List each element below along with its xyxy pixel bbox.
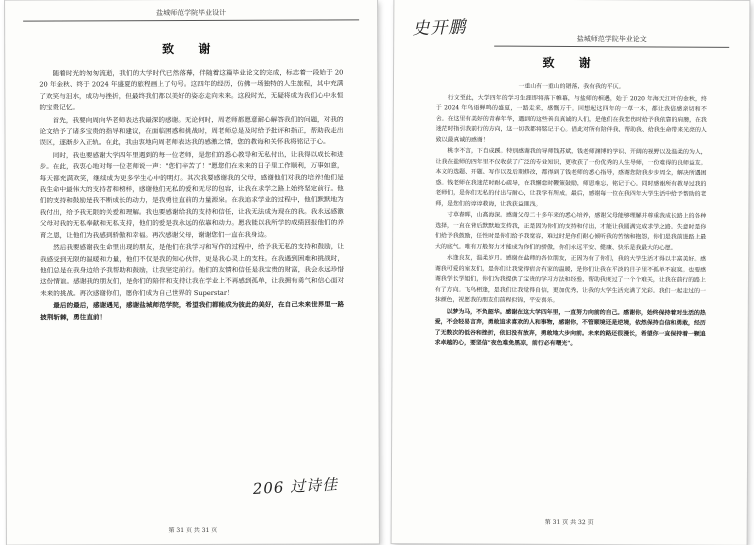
handwritten-signature: 206 过诗佳 — [252, 475, 339, 499]
body-text — [39, 67, 344, 324]
paragraph-3: 寸草春晖，山高海深。感谢父母二十多年来的悉心培养，感谢父母能够理解并尊重我成长路上的各种选择，一直在背后默默地支持我，正是因为你们的支持和付出，才能让我圆满完成求学之路。失意时是你们给予我鼓励，任性时是你们给予我宽容，难过时是你们耐心倾听我的苦恼和抱怨，你们是我前进路上最大的底气。唯有万般努力才能成为你们的骄傲，你们永远平安、健康、快乐是我最大的心愿。 — [435, 212, 707, 252]
running-header: 盐城师范学院毕业论文 — [494, 34, 729, 48]
page-title: 致 谢 — [162, 41, 221, 57]
left-document-page — [5, 0, 379, 545]
paragraph-4: 然后我要感谢我生命里出现的朋友，是他们在我学习和写作的过程中，给予我无私的支持和鼓励，让我感受到无限的温暖和力量，他们不仅是我的知心伙伴，更是我心灵上的支柱。在我遇到困难和挑战时，他们总是在我身边给予我帮助和鼓励，让我坚定前行。他们的友情和信任是我宝贵的财富，我会永远珍惜这份情谊。感谢我的朋友们，是你们的陪伴和支持让我在学业上不再感到孤单，让我拥有勇气和信心面对未来的挑战。再次感谢你们，愿你们成为自己世界的 Superstar！ — [39, 242, 345, 298]
paragraph-4: 水逢良友，温柔岁月。感谢在盐师的各位朋友，正因为有了你们，我的大学生活才得以丰富美好。感谢我可爱的室友们，是你们让我觉得宿舍有家的温暖，是你们让我在平淡的日子里不孤单不寂寞。也要感谢我学长学姐们，你们为我提供了宝贵的学习方法和经验，帮助我度过了一个个难关，让我在前行的路上有了方向。飞鸟相逢，是我们让我觉得自信，更加优秀，让我的大学生活充满了光彩。我们一起走过的一抹颜色，祝愿我的朋友们前程似锦，平安喜乐。 — [434, 255, 707, 304]
running-header: 盐城师范学院毕业设计 — [23, 7, 359, 21]
paragraph-5: 最后的最后，感谢遇见，感谢盐城师范学院，希望我们都能成为彼此的美好，在自己未来世界里一路披荆斩棘，勇往直前！ — [40, 300, 345, 322]
paragraph-2: 桃李不言，下自成蹊。特别感谢我的导师钱苏斌，钱老师渊博的学识、开阔的视野以及温柔的为人，让我在盐师的四年里不仅收获了广泛的专业知识，更收获了一份优秀的人生导师，一份难得的良师益友。本文的选题、开题、写作以及后期修改，都得到了钱老师的悉心指导，感谢您陪我步步周全，解决所遇困惑。钱老师在我迷茫时耐心疏导，在我懈怠时鞭策鼓励，师恩难忘，铭记于心。同时感谢所有教导过我的老师们，是你们无私的付出与耐心，让我学有所成。最后，感谢每一位在我四年大学生活中给予帮助的老师，是您们的谆谆教诲，让我获益匪浅。 — [435, 148, 707, 208]
page-number: 第 31 页 共 31 页 — [168, 526, 218, 535]
body-text — [435, 81, 707, 351]
paragraph-3: 同时，我也要感谢大学四年里遇到的每一位老师，是您们的悉心教导和无私付出，让我得以成长和进步。在此，我衷心地对每一位老师说一声："您们辛苦了！"愿您们在未来的日子里工作顺利，万事如意，每天都充满欢笑，继续成为更多学生心中的明灯。其次我要感谢我的父母，感谢他们对我的培养!他们是我生命中最伟大的支持者和榜样，感谢他们无私的爱和无尽的包容，让我在求学之路上始终坚定前行。他们的支持和鼓励是我不断成长的动力，是我勇往直前的力量源泉。在我追求学业的过程中，他们默默地为我付出，给予我无限的关爱和理解。我也要感谢给我的支持和信任，让我无法成为现在的我。我永远感激父母对我的无私奉献和无私支持，他们的爱是我永远的依靠和动力。愿我能以我所学的成绩回报他们的养育之恩，让他们为我感到骄傲和幸福。再次感谢父母，谢谢您们一直在我身边。 — [39, 150, 344, 240]
paragraph-2: 首先，我要向周向华老师表达我最深的感谢。无论何时，周老师都愿意耐心解答我们的问题，对我的论文给予了诸多宝贵的指导和建议，在面临困惑和挑战时，周老师总是及时给予批评和指正，帮助我走出误区，逐渐步入正轨。在此，我由衷地向周老师表达我的感激之情，您的教诲和关怀我将铭记于心。 — [39, 115, 344, 147]
epigraph: 一重山有一重山的错落，我有我的平仄。 — [518, 83, 625, 91]
paragraph-1: 行文至此，大学四年的学习生涯即将落下帷幕，与盐师的相遇，始于 2020 年海天江叶的金秋，终于 2024 年鸟语蝉鸣的盛夏，一路走来，感慨万千。回想起这四年的一草一木，都让我倍感亲切和不舍。在这里有美好的青春年华，遇到的这些善良真诚的人们，是他们在我悲伤时给予我依靠的肩膀，在我迷茫时指引我前行的方向，这一切我都将铭记于心。借此对所有陪伴我、帮助我、给我生命带来光亮的人致以最真诚的感谢！ — [435, 94, 707, 144]
right-document-page — [392, 0, 750, 545]
page-title: 致 谢 — [542, 55, 601, 71]
paragraph-5: 以梦为马，不负韶华。感谢在这大学四年里，一直努力向前的自己。感谢你，始终保持着对生活的热爱，不会轻易言弃，勇敢追求喜欢的人和事物，感谢你，不管顺境还是逆境，依然保持自信和勇敢，经历了无数次的低谷和挫折，依旧没有放弃，勇敢地大步向前。未来的路还很漫长，希望你一直保持着一颗追求卓越的心，要坚信"夜色难免黑凉，前行必有曙光"。 — [434, 307, 706, 348]
handwritten-signature: 史开鹏 — [412, 17, 467, 40]
paragraph-1: 随着时光的匆匆流逝，我们的大学时代已然落幕，伴随着这篇毕业论文的完成，标志着一段始于 2020 年金秋、终于 2024 年盛夏的旅程画上了句号。这四年的经历，仿佛一场独特的人生旅程，其中充满了欢笑与泪水，成功与挫折，但最终我们都以美好的姿态走向未来。这段时光，无疑将成为我们心中永恒的宝贵记忆。 — [39, 68, 344, 112]
page-number: 第 31 页 共 32 页 — [544, 518, 594, 527]
